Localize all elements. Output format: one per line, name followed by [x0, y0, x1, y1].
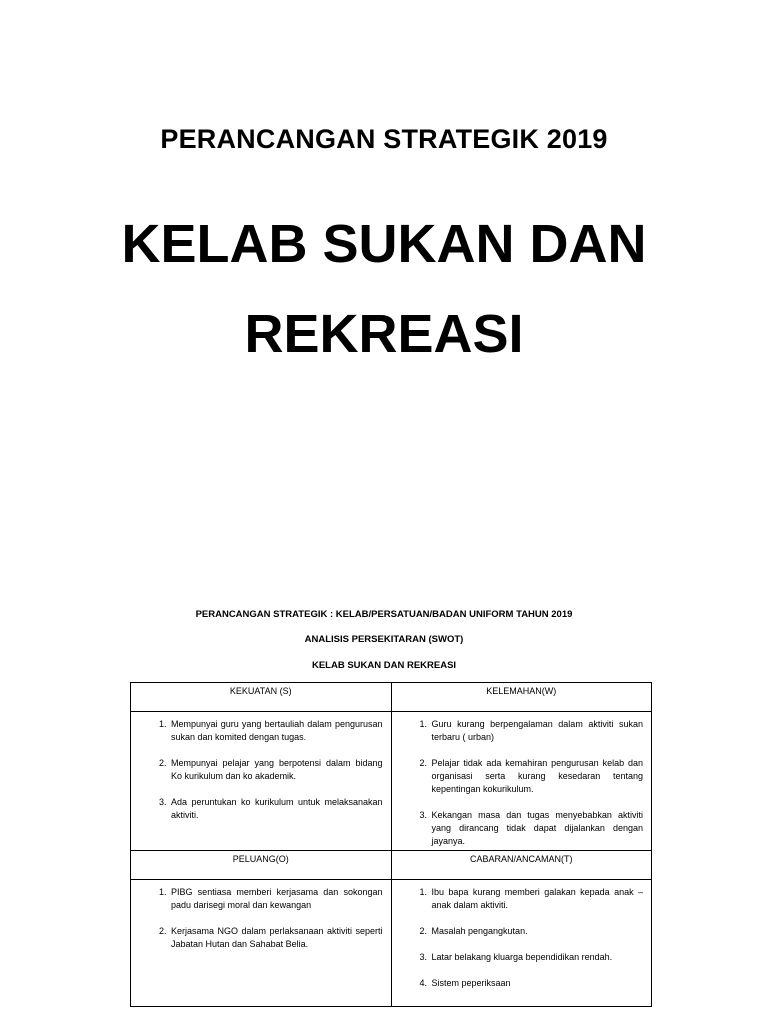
list-item: 2. Mempunyai pelajar yang berpotensi dalam bidang Ko kurikulum dan ko akademik. — [169, 757, 383, 783]
swot-heading-analysis: ANALISIS PERSEKITARAN (SWOT) — [304, 634, 464, 645]
list-item: 1. Mempunyai guru yang bertauliah dalam pengurusan sukan dan komited dengan tugas. — [169, 718, 383, 744]
opportunities-header: PELUANG(O) — [131, 851, 392, 880]
swot-table — [130, 682, 652, 1007]
list-item: 3. Latar belakang kluarga bependidikan rendah. — [430, 951, 644, 964]
club-name-line-1: KELAB SUKAN DAN — [121, 214, 647, 274]
swot-heading-club: KELAB SUKAN DAN REKREASI — [311, 660, 457, 671]
list-item: 2. Kerjasama NGO dalam perlaksanaan aktiviti seperti Jabatan Hutan dan Sahabat Belia. — [169, 925, 383, 951]
club-name-line-2: REKREASI — [244, 304, 524, 364]
weaknesses-cell — [391, 712, 652, 851]
weaknesses-header: KELEMAHAN(W) — [391, 683, 652, 712]
swot-heading-plan: PERANCANGAN STRATEGIK : KELAB/PERSATUAN/BADAN UNIFORM TAHUN 2019 — [195, 609, 573, 620]
list-item: 2. Masalah pengangkutan. — [430, 925, 644, 938]
strengths-header: KEKUATAN (S) — [131, 683, 392, 712]
opportunities-list — [135, 886, 383, 951]
weaknesses-list — [396, 718, 644, 848]
document-title: PERANCANGAN STRATEGIK 2019 — [160, 124, 608, 154]
list-item: 2. Pelajar tidak ada kemahiran pengurusan kelab dan organisasi serta kurang kesedaran tentang kepentingan kokurikulum. — [430, 757, 644, 796]
list-item: 3. Kekangan masa dan tugas menyebabkan aktiviti yang dirancang tidak dapat dijalankan dengan jayanya. — [430, 809, 644, 848]
list-item: 4. Sistem peperiksaan — [430, 977, 644, 990]
threats-cell — [391, 880, 652, 1007]
list-item: 3. Ada peruntukan ko kurikulum untuk melaksanakan aktiviti. — [169, 796, 383, 822]
threats-header: CABARAN/ANCAMAN(T) — [391, 851, 652, 880]
list-item: 1. Ibu bapa kurang memberi galakan kepada anak –anak dalam aktiviti. — [430, 886, 644, 912]
list-item: 1. Guru kurang berpengalaman dalam aktiviti sukan terbaru ( urban) — [430, 718, 644, 744]
strengths-list — [135, 718, 383, 822]
threats-list — [396, 886, 644, 990]
list-item: 1. PIBG sentiasa memberi kerjasama dan sokongan padu darisegi moral dan kewangan — [169, 886, 383, 912]
opportunities-cell — [131, 880, 392, 1007]
strengths-cell — [131, 712, 392, 851]
